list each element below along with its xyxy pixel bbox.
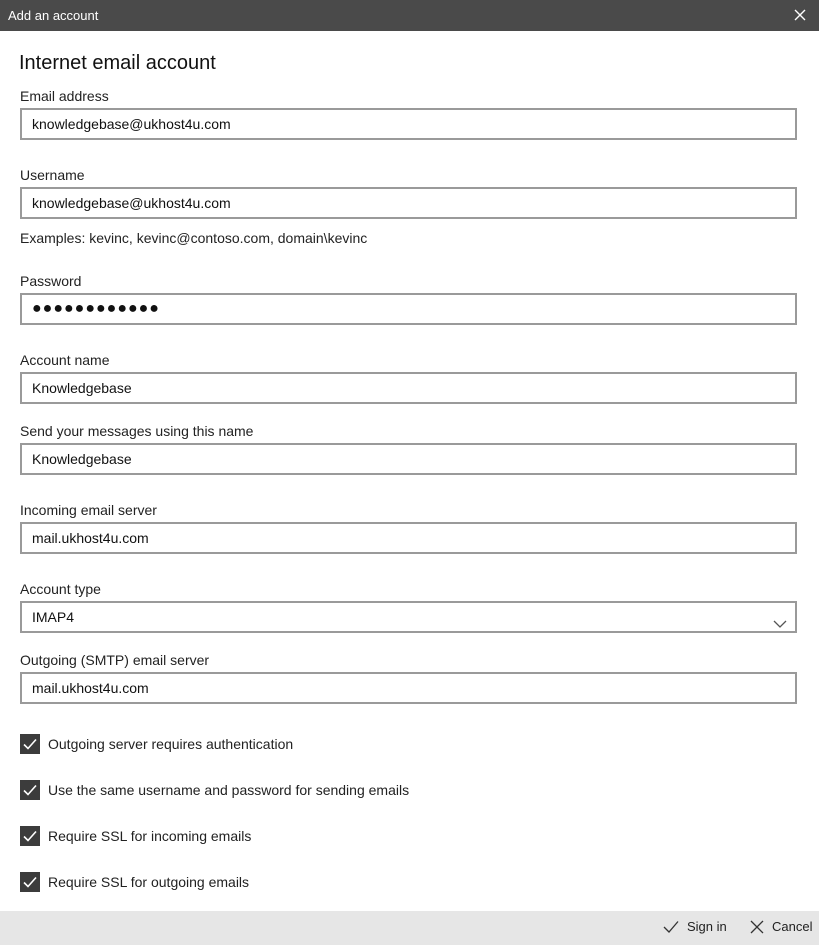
username-input[interactable]: knowledgebase@ukhost4u.com [20, 187, 797, 219]
checkbox-label: Outgoing server requires authentication [48, 736, 294, 752]
send-name-input[interactable]: Knowledgebase [20, 443, 797, 475]
close-icon [750, 920, 764, 934]
check-icon[interactable] [20, 826, 40, 846]
check-icon[interactable] [20, 734, 40, 754]
username-hint: Examples: kevinc, kevinc@contoso.com, domain\kevinc [20, 230, 368, 246]
checkbox-label: Require SSL for outgoing emails [48, 874, 250, 890]
checkbox-outgoing-auth[interactable] [20, 733, 293, 755]
checkbox-ssl-outgoing[interactable] [20, 871, 249, 893]
password-label: Password [20, 273, 82, 289]
sign-in-button[interactable] [663, 919, 727, 934]
outgoing-server-input[interactable]: mail.ukhost4u.com [20, 672, 797, 704]
footer-bar [0, 911, 819, 945]
cancel-button[interactable] [750, 919, 812, 934]
account-name-input[interactable]: Knowledgebase [20, 372, 797, 404]
incoming-server-input[interactable]: mail.ukhost4u.com [20, 522, 797, 554]
account-type-value: IMAP4 [32, 609, 75, 625]
page-title: Internet email account [19, 52, 216, 74]
account-type-label: Account type [20, 581, 101, 597]
checkmark-icon [663, 920, 679, 934]
close-icon[interactable] [791, 6, 809, 24]
chevron-down-icon [773, 611, 787, 623]
sign-in-label: Sign in [687, 919, 727, 934]
account-name-label: Account name [20, 352, 110, 368]
check-icon[interactable] [20, 780, 40, 800]
username-label: Username [20, 167, 85, 183]
checkbox-same-credentials[interactable] [20, 779, 409, 801]
check-icon[interactable] [20, 872, 40, 892]
password-input[interactable]: ●●●●●●●●●●●● [20, 293, 797, 325]
email-label: Email address [20, 88, 109, 104]
outgoing-server-label: Outgoing (SMTP) email server [20, 652, 210, 668]
title-bar [0, 0, 819, 31]
account-type-select[interactable] [20, 601, 797, 633]
email-input[interactable]: knowledgebase@ukhost4u.com [20, 108, 797, 140]
checkbox-ssl-incoming[interactable] [20, 825, 251, 847]
checkbox-label: Use the same username and password for sending emails [48, 782, 410, 798]
checkbox-label: Require SSL for incoming emails [48, 828, 252, 844]
window-title: Add an account [8, 8, 99, 23]
cancel-label: Cancel [772, 919, 813, 934]
send-name-label: Send your messages using this name [20, 423, 254, 439]
incoming-server-label: Incoming email server [20, 502, 157, 518]
